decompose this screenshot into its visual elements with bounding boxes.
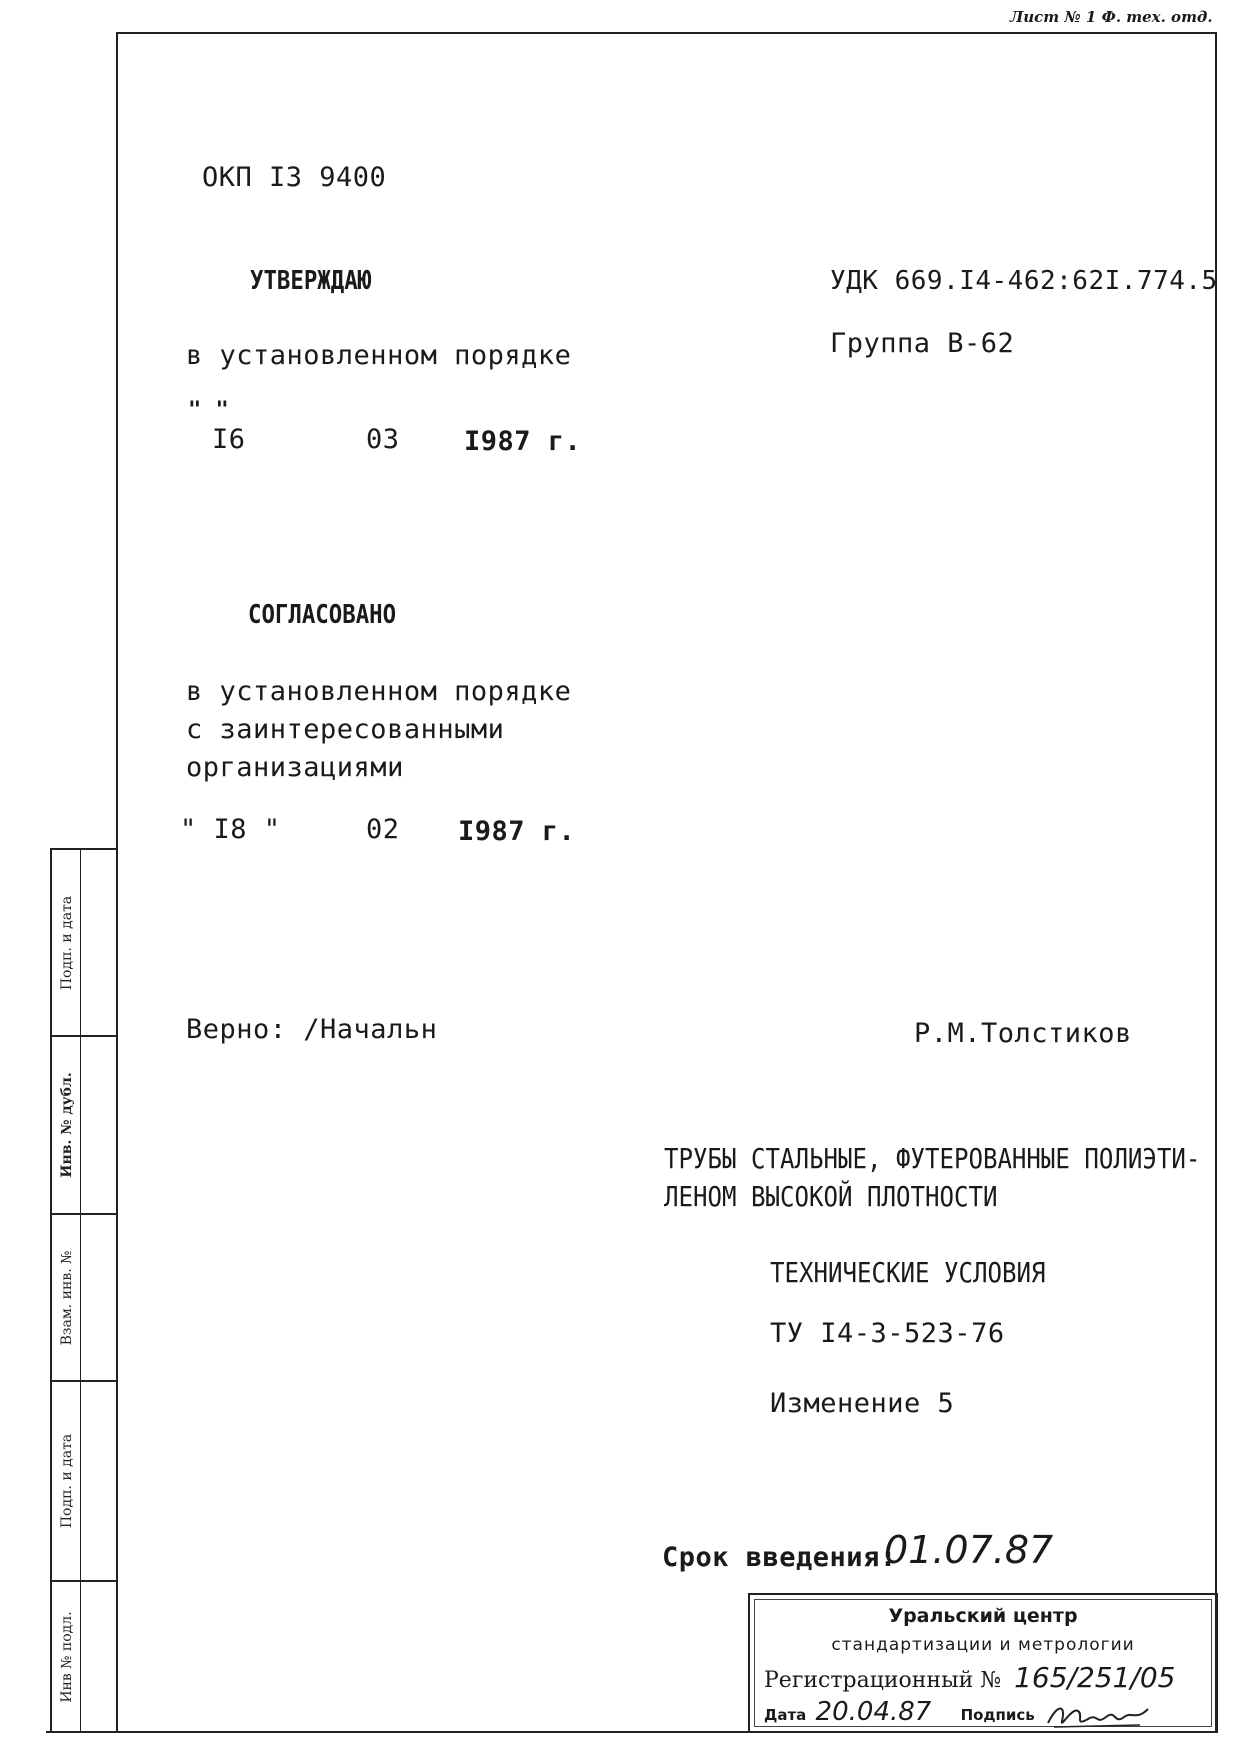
frame-top-line	[116, 32, 1216, 34]
doc-title-line-2: ЛЕНОМ ВЫСОКОЙ ПЛОТНОСТИ	[664, 1180, 998, 1213]
stamp-line-2: стандартизации и метрологии	[831, 1635, 1135, 1655]
agreed-year: I987 г.	[458, 816, 576, 847]
udk-code: УДК 669.I4-462:62I.774.5	[830, 266, 1218, 296]
sidebar-label: Подп. и дата	[59, 1433, 75, 1529]
approve-year: I987 г.	[464, 426, 582, 457]
doc-code: ТУ I4-3-523-76	[770, 1318, 1005, 1349]
stamp-reg-row	[764, 1661, 1175, 1694]
approve-title: УТВЕРЖДАЮ	[250, 266, 372, 296]
agreed-title: СОГЛАСОВАНО	[248, 600, 397, 630]
doc-change: Изменение 5	[770, 1388, 955, 1419]
signature-scribble	[1044, 1699, 1154, 1733]
sidebar-label: Взам. инв. №	[59, 1250, 75, 1345]
approve-line: в установленном порядке	[186, 340, 572, 371]
okp-code: ОКП I3 9400	[202, 162, 387, 193]
effective-label: Срок введения:	[662, 1542, 897, 1573]
agreed-month: 02	[366, 814, 400, 845]
verified-name: Р.М.Толстиков	[914, 1018, 1132, 1049]
approve-month: 03	[366, 424, 400, 455]
agreed-line-1: в установленном порядке	[186, 676, 572, 707]
sidebar-label: Инв № подл.	[59, 1611, 75, 1703]
approve-day: I6	[212, 424, 246, 455]
agreed-line-2: с заинтересованными	[186, 714, 505, 745]
sidebar-cell-sign-date-2	[52, 1382, 82, 1580]
stamp-date-value: 20.04.87	[815, 1697, 932, 1727]
frame-left-line	[116, 32, 118, 1732]
doc-subtitle: ТЕХНИЧЕСКИЕ УСЛОВИЯ	[770, 1256, 1046, 1289]
effective-date: 01.07.87	[884, 1528, 1054, 1572]
sidebar-cell-sign-date-1	[52, 850, 82, 1035]
stamp-date-row	[764, 1697, 1154, 1733]
sidebar-label: Подп. и дата	[59, 895, 75, 990]
sidebar-label: Инв. № дубл.	[59, 1072, 75, 1178]
group-code: Группа В-62	[830, 328, 1015, 359]
approve-quotes: " "	[188, 398, 230, 423]
stamp-line-1: Уральский центр	[888, 1605, 1078, 1627]
agreed-day: " I8 "	[180, 814, 281, 845]
agreed-line-3: организациями	[186, 752, 404, 783]
stamp-reg-label: Регистрационный №	[764, 1668, 1002, 1693]
stamp-reg-number: 165/251/05	[1014, 1661, 1176, 1694]
stamp-date-label: Дата	[764, 1706, 807, 1724]
stamp-sign-label: Подпись	[960, 1706, 1035, 1724]
doc-title-line-1: ТРУБЫ СТАЛЬНЫЕ, ФУТЕРОВАННЫЕ ПОЛИЭТИ-	[664, 1142, 1201, 1175]
sidebar-cell-dup-inv	[52, 1037, 82, 1213]
sheet-label: Лист № 1 Ф. тех. отд.	[1010, 8, 1213, 26]
registration-stamp	[748, 1593, 1218, 1733]
verified-label: Верно: /Начальн	[186, 1014, 438, 1045]
sidebar-cell-replace-inv	[52, 1215, 82, 1380]
sidebar-cell-orig-inv	[52, 1582, 82, 1732]
